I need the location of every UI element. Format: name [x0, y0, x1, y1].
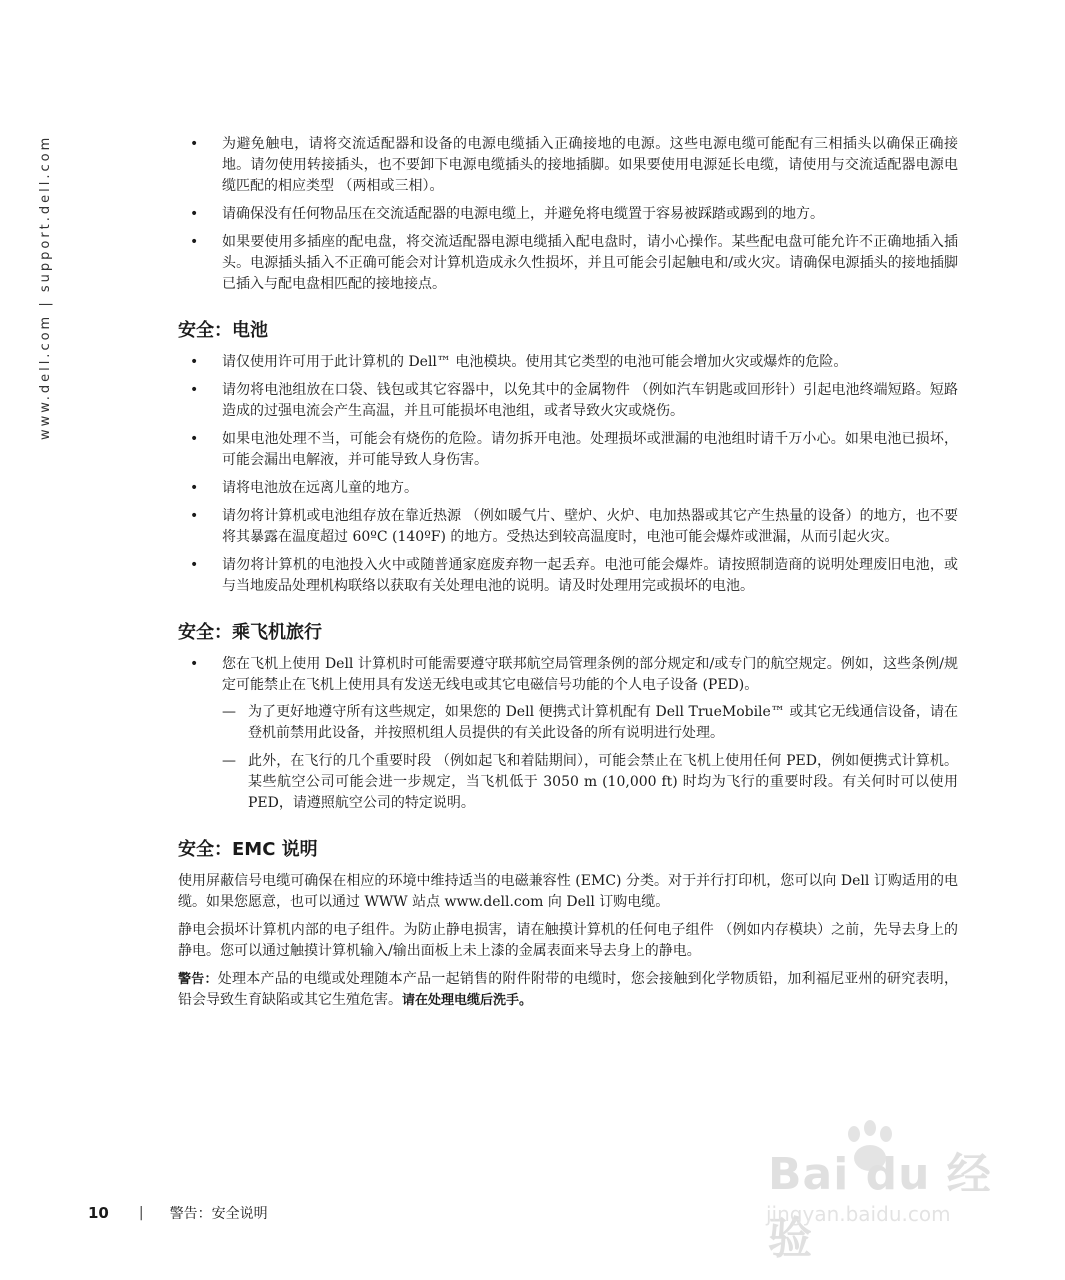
emc-paragraph-cables: 使用屏蔽信号电缆可确保在相应的环境中维持适当的电磁兼容性 (EMC) 分类。对于并行打印机，您可以向 Dell 订购适用的电缆。如果您愿意，也可以通过 WWW 站点 www.dell.com 向 Dell 订购电缆。: [178, 873, 958, 910]
battery-bullet-list: [178, 352, 958, 597]
page-footer: [88, 1203, 268, 1223]
battery-heading: 安全：电池: [178, 320, 268, 341]
warning-emphasis: 请在处理电缆后洗手。: [402, 993, 533, 1008]
main-content: [178, 134, 958, 1018]
footer-title: 警告：安全说明: [169, 1206, 268, 1222]
page-number: 10: [88, 1204, 109, 1222]
emc-paragraph-static: 静电会损坏计算机内部的电子组件。为防止静电损害，请在触摸计算机的任何电子组件 （例如内存模块）之前，先导去身上的静电。您可以通过触摸计算机输入/输出面板上未上漆的金属表面来导去身上的静电。: [178, 922, 958, 959]
air-travel-bullet-list: [178, 654, 958, 814]
list-item: • 如果电池处理不当，可能会有烧伤的危险。请勿拆开电池。处理损坏或泄漏的电池组时请千万小心。如果电池已损坏，可能会漏出电解液，并可能导致人身伤害。: [190, 431, 958, 468]
list-item: — 此外，在飞行的几个重要时段 （例如起飞和着陆期间），可能会禁止在飞机上使用任何 PED，例如便携式计算机。某些航空公司可能会进一步规定，当飞机低于 3050 m (10,000 ft) 时均为飞行的重要时段。有关何时可以使用 PED，请遵照航空公司的特定说明。: [222, 753, 958, 811]
bullet-icon: •: [190, 206, 199, 222]
air-travel-heading: 安全：乘飞机旅行: [178, 622, 322, 643]
baidu-watermark: [748, 1120, 1008, 1264]
footer-separator: |: [138, 1205, 144, 1221]
bullet-icon: •: [190, 656, 199, 672]
lead-warning: [178, 969, 958, 1011]
bullet-icon: •: [190, 557, 199, 573]
bullet-icon: •: [190, 382, 199, 398]
list-item: • 如果要使用多插座的配电盘，将交流适配器电源电缆插入配电盘时，请小心操作。某些配电盘可能允许不正确地插入插头。电源插头插入不正确可能会对计算机造成永久性损坏，并且可能会引起触电和/或火灾。请确保电源插头的接地插脚已插入与配电盘相匹配的接地接点。: [190, 234, 958, 292]
dash-icon: —: [222, 753, 236, 769]
bullet-icon: •: [190, 431, 199, 447]
list-item: • 请勿将电池组放在口袋、钱包或其它容器中，以免其中的金属物件 （例如汽车钥匙或回形针）引起电池终端短路。短路造成的过强电流会产生高温，并且可能损坏电池组，或者导致火灾或烧伤。: [190, 382, 958, 419]
list-item: • 请确保没有任何物品压在交流适配器的电源电缆上，并避免将电缆置于容易被踩踏或踢到的地方。: [178, 204, 958, 225]
bullet-icon: •: [190, 508, 199, 524]
warning-label: 警告：: [178, 972, 218, 987]
warning-text: 处理本产品的电缆或处理随本产品一起销售的附件附带的电缆时，您会接触到化学物质铅，加利福尼亚州的研究表明，铅会导致生育缺陷或其它生殖危害。: [178, 971, 958, 1008]
list-item: — 为了更好地遵守所有这些规定，如果您的 Dell 便携式计算机配有 Dell TrueMobile™ 或其它无线通信设备，请在登机前禁用此设备，并按照机组人员提供的有关此设备的所有说明进行处理。: [222, 704, 958, 741]
list-item: • 为避免触电，请将交流适配器和设备的电源电缆插入正确接地的电源。这些电源电缆可能配有三相插头以确保正确接地。请勿使用转接插头，也不要卸下电源电缆插头的接地插脚。如果要使用电源延长电缆，请使用与交流适配器电源电缆匹配的相应类型 （两相或三相）。: [190, 136, 958, 194]
bullet-icon: •: [190, 136, 199, 152]
list-item: • 请勿将计算机或电池组存放在靠近热源 （例如暖气片、壁炉、火炉、电加热器或其它产生热量的设备）的地方，也不要将其暴露在温度超过 60ºC (140ºF) 的地方。受热达到较高温度时，电池可能会爆炸或泄漏，从而引起火灾。: [190, 508, 958, 545]
intro-bullet-list: [178, 134, 958, 295]
list-item: • 您在飞机上使用 Dell 计算机时可能需要遵守联邦航空局管理条例的部分规定和/或专门的航空规定。例如，这些条例/规定可能禁止在飞机上使用具有发送无线电或其它电磁信号功能的个人电子设备 (PED)。 — 为了更好地遵守所有这些规定，如果您的 Dell 便携式计算机配有 Dell TrueMobile™ 或其它无线通信设备，请在登机前禁用此设备，并按照机组人员提供的有关此设备的所有说明进行处理。 — 此外，在飞行的几个重要时段 （例如起飞和着陆期间），可能会禁止在飞机上使用任何 PED，例如便携式计算机。某些航空公司可能会进一步规定，当飞机低于 3050 m (10,000 ft) 时均为飞行的重要时段。有关何时可以使用 PED，请遵照航空公司的特定说明。: [178, 654, 958, 814]
list-item: • 请将电池放在远离儿童的地方。: [178, 478, 958, 499]
watermark-brand: Bai du 经验: [768, 1149, 992, 1264]
dash-icon: —: [222, 704, 236, 720]
list-item: • 请仅使用许可用于此计算机的 Dell™ 电池模块。使用其它类型的电池可能会增加火灾或爆炸的危险。: [178, 352, 958, 373]
watermark-url: jingyan.baidu.com: [766, 1202, 951, 1226]
side-url: www.dell.com | support.dell.com: [38, 134, 53, 440]
air-travel-sub-list: [222, 702, 958, 814]
bullet-icon: •: [190, 480, 199, 496]
emc-heading: 安全：EMC 说明: [178, 839, 318, 860]
bullet-icon: •: [190, 354, 199, 370]
bullet-icon: •: [190, 234, 199, 250]
list-item: • 请勿将计算机的电池投入火中或随普通家庭废弃物一起丢弃。电池可能会爆炸。请按照制造商的说明处理废旧电池，或与当地废品处理机构联络以获取有关处理电池的说明。请及时处理用完或损坏的电池。: [190, 557, 958, 594]
